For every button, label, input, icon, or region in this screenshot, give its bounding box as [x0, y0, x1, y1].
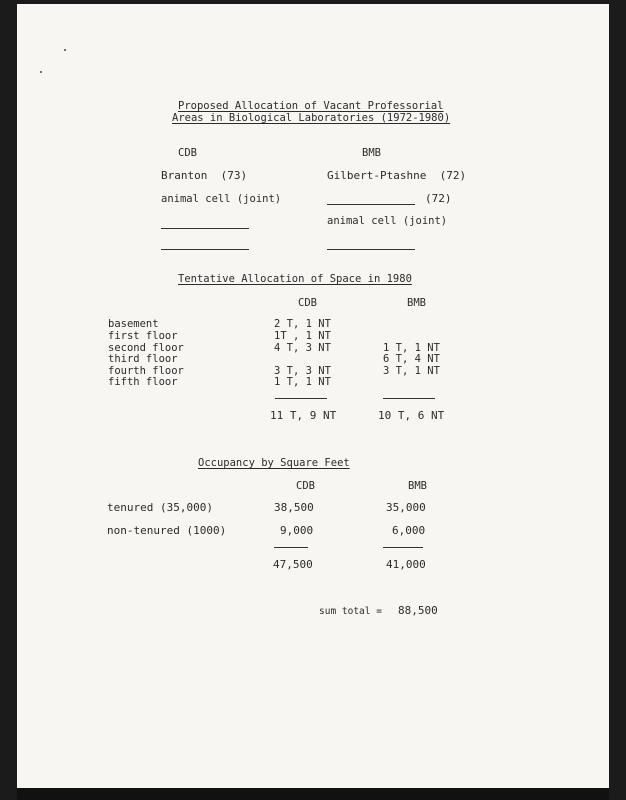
document-title-line-2: Areas in Biological Laboratories (1972-1980) — [172, 112, 451, 124]
occupancy-bmb-value: 6,000 — [392, 524, 426, 537]
bmb-occupancy-rule — [383, 547, 423, 548]
scan-border — [17, 788, 609, 800]
bmb-space-total: 10 T, 6 NT — [378, 409, 445, 422]
cdb-sum-rule — [275, 398, 327, 399]
bmb-professor-gilbert-ptashne: Gilbert-Ptashne (72) — [327, 169, 467, 182]
bmb-sum-rule — [383, 398, 435, 399]
cdb-animal-cell-joint: animal cell (joint) — [161, 193, 282, 205]
bmb-heading: BMB — [362, 147, 381, 159]
cdb-blank-line — [161, 249, 249, 250]
bmb-animal-cell-joint: animal cell (joint) — [327, 215, 448, 227]
cdb-floor-value: 4 T, 3 NT — [274, 342, 331, 354]
bmb-blank-line — [327, 249, 415, 250]
bmb-occupancy-total: 41,000 — [386, 558, 426, 571]
floor-label: fifth floor — [108, 376, 178, 388]
floor-label: second floor — [108, 342, 184, 354]
occupancy-bmb-heading: BMB — [408, 480, 427, 492]
bmb-blank-year: (72) — [425, 192, 452, 205]
occupancy-cdb-value: 9,000 — [280, 524, 314, 537]
cdb-space-total: 11 T, 9 NT — [270, 409, 337, 422]
space-cdb-heading: CDB — [298, 297, 317, 309]
sum-total-label: sum total = — [319, 606, 382, 617]
bmb-blank-line — [327, 204, 415, 205]
cdb-occupancy-rule — [274, 547, 308, 548]
occupancy-cdb-heading: CDB — [296, 480, 315, 492]
cdb-professor-branton: Branton (73) — [161, 169, 248, 182]
speck-mark — [64, 49, 66, 51]
bmb-floor-value: 3 T, 1 NT — [383, 365, 440, 377]
cdb-floor-value: 1T , 1 NT — [274, 330, 331, 342]
cdb-floor-value: 2 T, 1 NT — [274, 318, 331, 330]
speck-mark — [40, 71, 42, 73]
floor-label: first floor — [108, 330, 178, 342]
floor-label: third floor — [108, 353, 178, 365]
sum-total-value: 88,500 — [398, 604, 438, 617]
document-title-line-1: Proposed Allocation of Vacant Professorial — [178, 100, 444, 112]
bmb-floor-value: 1 T, 1 NT — [383, 342, 440, 354]
cdb-occupancy-total: 47,500 — [273, 558, 313, 571]
bmb-floor-value: 6 T, 4 NT — [383, 353, 440, 365]
occupancy-row-label: non-tenured (1000) — [107, 524, 227, 537]
occupancy-bmb-value: 35,000 — [386, 501, 426, 514]
floor-label: basement — [108, 318, 159, 330]
occupancy-section-title: Occupancy by Square Feet — [198, 457, 350, 469]
space-bmb-heading: BMB — [407, 297, 426, 309]
cdb-floor-value: 3 T, 3 NT — [274, 365, 331, 377]
space-section-title: Tentative Allocation of Space in 1980 — [178, 273, 412, 285]
occupancy-row-label: tenured (35,000) — [107, 501, 213, 514]
cdb-floor-value: 1 T, 1 NT — [274, 376, 331, 388]
cdb-heading: CDB — [178, 147, 197, 159]
occupancy-cdb-value: 38,500 — [274, 501, 314, 514]
cdb-blank-line — [161, 228, 249, 229]
floor-label: fourth floor — [108, 365, 184, 377]
